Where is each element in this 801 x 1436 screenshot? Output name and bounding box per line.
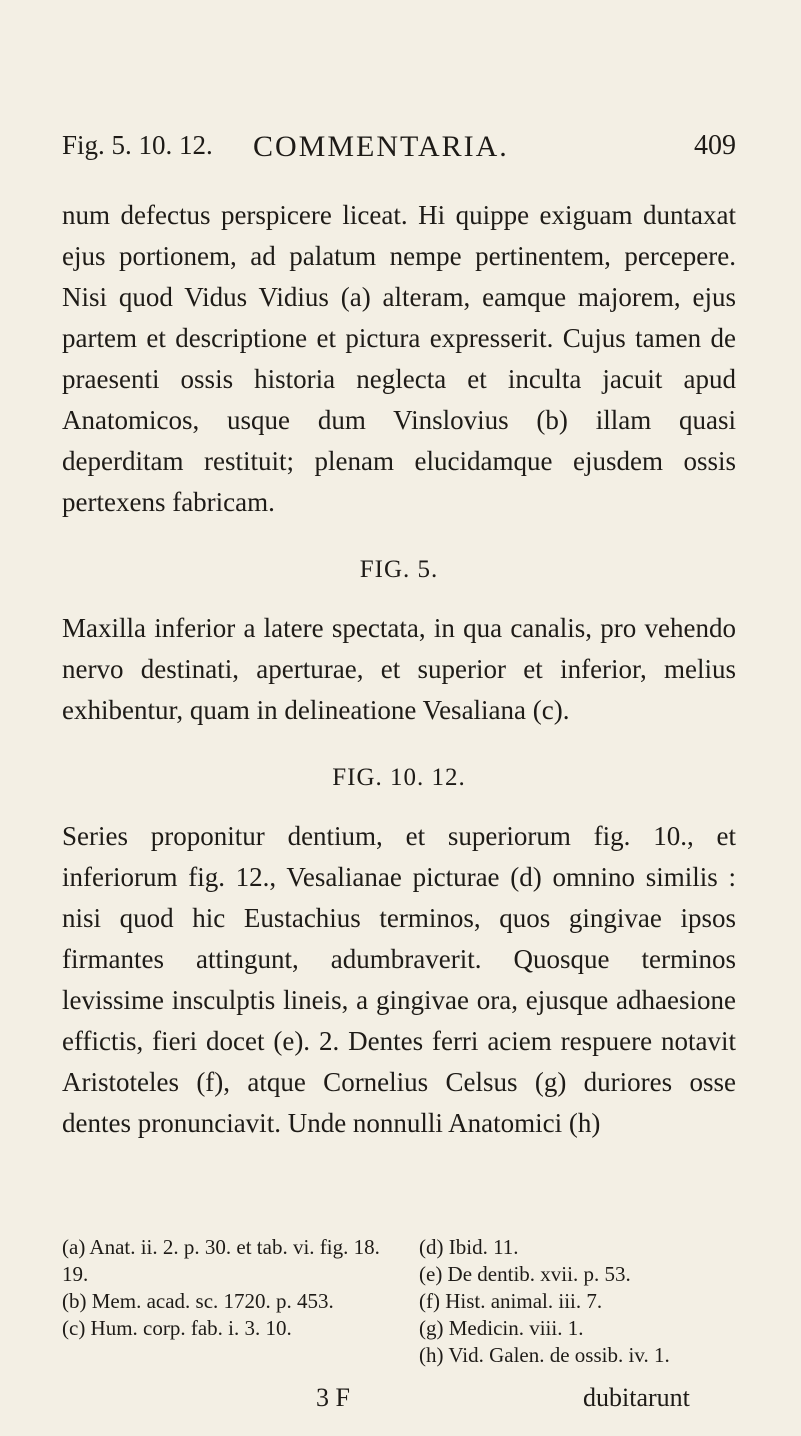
footnote-f: (f) Hist. animal. iii. 7. [419, 1289, 603, 1313]
running-header [62, 130, 736, 174]
paragraph-intro: num defectus perspicere liceat. Hi quippe exiguam duntaxat ejus portionem, ad palatum nempe pertinentem, percepere. Nisi quod Vidus Vidius (a) alteram, eamque majorem, ejus partem et descriptione et pictura expresserit. Cujus tamen de praesenti ossis historia neglecta et inculta jacuit apud Anatomicos, usque dum Vinslovius (b) illam quasi deperditam restituit; plenam elucidamque ejusdem ossis pertexens fabricam. [62, 200, 736, 517]
signature-mark: 3 F [316, 1383, 350, 1412]
footnote-b: (b) Mem. acad. sc. 1720. p. 453. [62, 1289, 334, 1313]
heading-fig-10-12: FIG. 10. 12. [332, 764, 466, 791]
paragraph-fig-5: Maxilla inferior a latere spectata, in qua canalis, pro vehendo nervo destinati, aperturae, et superior et inferior, melius exhibentur, quam in delineatione Vesaliana (c). [62, 613, 736, 725]
paragraph-fig-10-12: Series proponitur dentium, et superiorum fig. 10., et inferiorum fig. 12., Vesalianae picturae (d) omnino similis : nisi quod hic Eustachius terminos, quos gingivae ipsos firmantes attingunt, adumbraverit. Quosque terminos levissime insculptis lineis, a gingivae ora, ejusque adhaesione effictis, fieri docet (e). 2. Dentes ferri aciem respuere notavit Aristoteles (f), atque Cornelius Celsus (g) duriores osse dentes pronunciavit. Unde nonnulli Anatomici (h) [62, 821, 736, 1138]
footnotes-left-column [62, 1234, 382, 1342]
main-text [62, 195, 736, 1144]
catchword: dubitarunt [583, 1383, 690, 1412]
footnote-e: (e) De dentib. xvii. p. 53. [419, 1262, 631, 1286]
header-figure-reference: Fig. 5. 10. 12. [62, 130, 213, 160]
footnotes-right-column [419, 1234, 739, 1369]
footnote-a: (a) Anat. ii. 2. p. 30. et tab. vi. fig. 18. 19. [62, 1235, 380, 1286]
footnote-g: (g) Medicin. viii. 1. [419, 1316, 584, 1340]
header-title: COMMENTARIA. [253, 130, 509, 163]
footnote-c: (c) Hum. corp. fab. i. 3. 10. [62, 1316, 292, 1340]
footnote-d: (d) Ibid. 11. [419, 1235, 519, 1259]
heading-fig-5: FIG. 5. [359, 556, 439, 583]
page-number: 409 [694, 130, 736, 161]
footnote-h: (h) Vid. Galen. de ossib. iv. 1. [419, 1343, 670, 1367]
